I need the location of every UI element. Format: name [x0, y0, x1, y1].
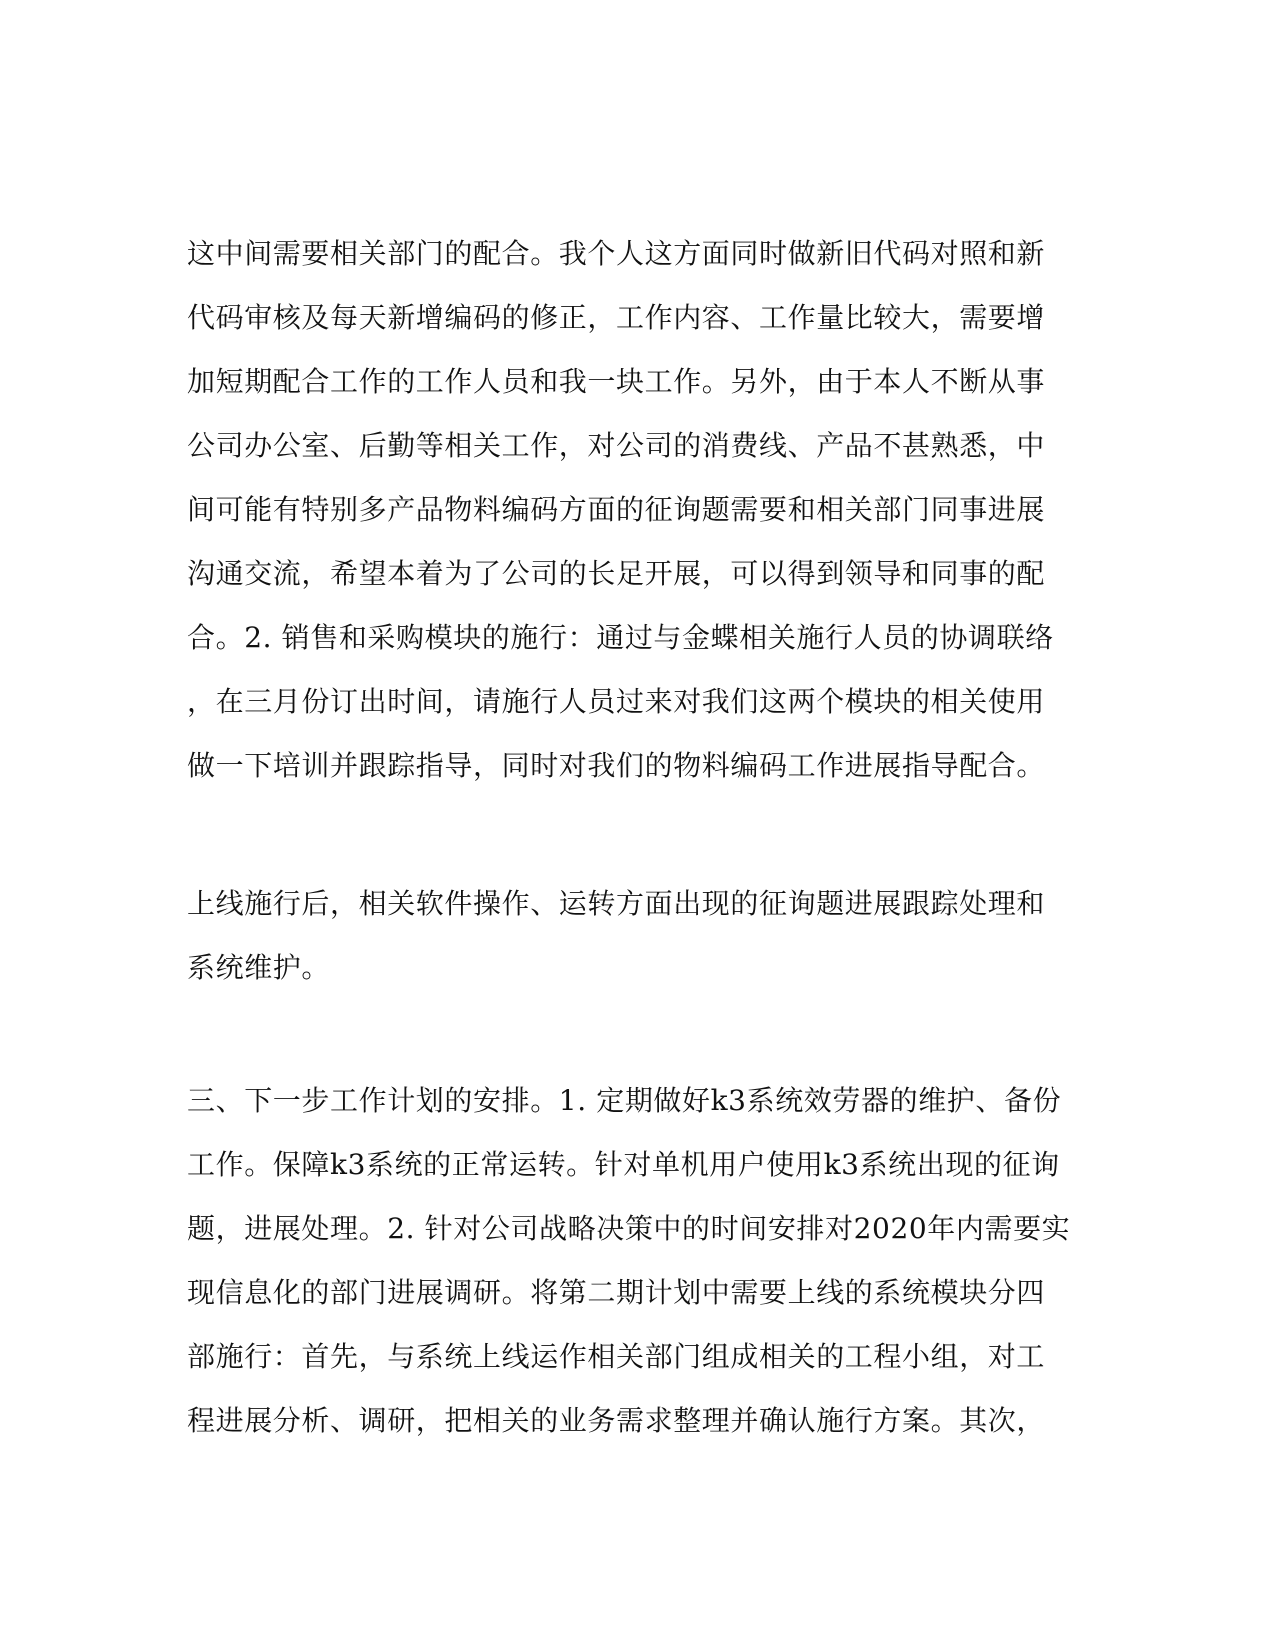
paragraph-3-line-5: 部施行：首先，与系统上线运作相关部门组成相关的工程小组，对工 — [187, 1340, 1046, 1373]
paragraph-1-line-7: 合。2. 销售和采购模块的施行：通过与金蝶相关施行人员的协调联络 — [187, 621, 1054, 654]
paragraph-1-line-5: 间可能有特别多产品物料编码方面的征询题需要和相关部门同事进展 — [187, 493, 1046, 526]
paragraph-2-line-1: 上线施行后，相关软件操作、运转方面出现的征询题进展跟踪处理和 — [187, 887, 1046, 920]
paragraph-1-line-3: 加短期配合工作的工作人员和我一块工作。另外，由于本人不断从事 — [187, 365, 1046, 398]
paragraph-3-line-3: 题，进展处理。2. 针对公司战略决策中的时间安排对2020年内需要实 — [187, 1212, 1071, 1245]
paragraph-2-line-2: 系统维护。 — [187, 951, 331, 984]
paragraph-3-line-6: 程进展分析、调研，把相关的业务需求整理并确认施行方案。其次， — [187, 1404, 1046, 1437]
paragraph-1 — [187, 222, 1067, 798]
paragraph-1-line-2: 代码审核及每天新增编码的修正，工作内容、工作量比较大，需要增 — [187, 301, 1046, 334]
paragraph-1-line-6: 沟通交流，希望本着为了公司的长足开展，可以得到领导和同事的配 — [187, 557, 1046, 590]
paragraph-3 — [187, 1069, 1071, 1453]
paragraph-3-line-2: 工作。保障k3系统的正常运转。针对单机用户使用k3系统出现的征询 — [187, 1148, 1060, 1181]
paragraph-3-line-4: 现信息化的部门进展调研。将第二期计划中需要上线的系统模块分四 — [187, 1276, 1046, 1309]
paragraph-2 — [187, 872, 1067, 1000]
paragraph-1-line-9: 做一下培训并跟踪指导，同时对我们的物料编码工作进展指导配合。 — [187, 749, 1046, 782]
paragraph-1-line-4: 公司办公室、后勤等相关工作，对公司的消费线、产品不甚熟悉，中 — [187, 429, 1046, 462]
paragraph-1-line-1: 这中间需要相关部门的配合。我个人这方面同时做新旧代码对照和新 — [187, 237, 1046, 270]
paragraph-3-line-1: 三、下一步工作计划的安排。1. 定期做好k3系统效劳器的维护、备份 — [187, 1084, 1062, 1117]
paragraph-1-line-8: ，在三月份订出时间，请施行人员过来对我们这两个模块的相关使用 — [187, 685, 1046, 718]
